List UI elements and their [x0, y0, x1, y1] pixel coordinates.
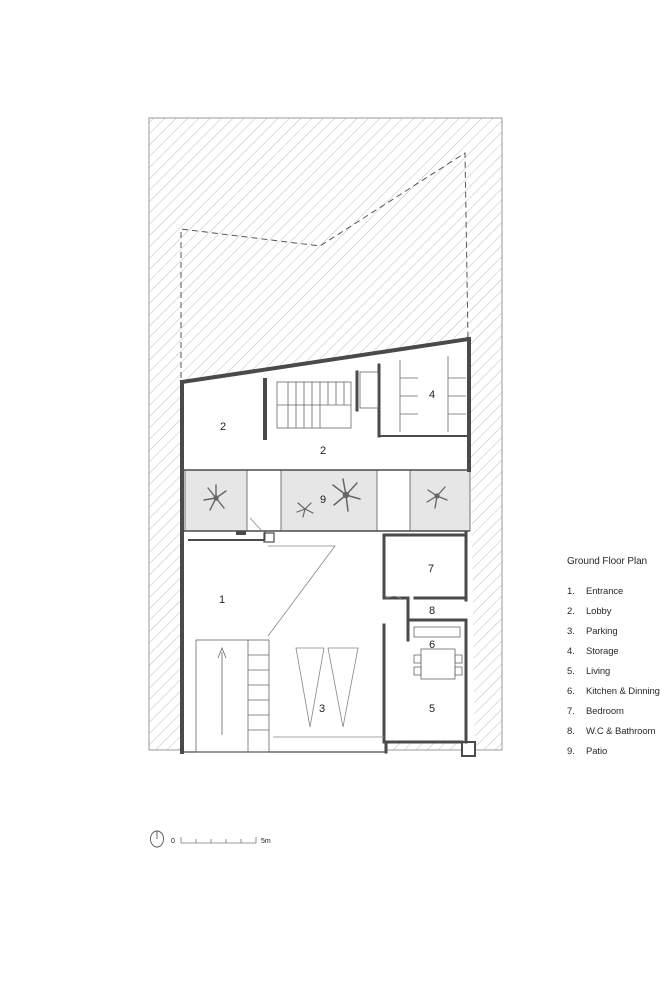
legend-item-label: Living — [586, 666, 611, 677]
room-label-lobby-west: 2 — [220, 421, 227, 433]
room-label-bedroom: 7 — [428, 563, 435, 575]
room-label-entrance: 1 — [219, 594, 226, 606]
legend-item — [567, 686, 667, 706]
room-label-parking: 3 — [319, 703, 326, 715]
room-label-storage: 4 — [429, 389, 436, 401]
scale-bar — [181, 837, 256, 843]
legend-item — [567, 746, 667, 766]
legend-item-label: Parking — [586, 626, 618, 637]
legend-item-number: 8. — [567, 726, 575, 737]
legend-item-number: 9. — [567, 746, 575, 757]
room-label-bathroom: 8 — [429, 605, 436, 617]
legend-item — [567, 726, 667, 746]
room-label-kitchen: 6 — [429, 639, 436, 651]
legend — [567, 556, 667, 766]
legend-item — [567, 646, 667, 666]
room-label-living: 5 — [429, 703, 436, 715]
patio-east — [410, 470, 470, 531]
legend-item-number: 5. — [567, 666, 575, 677]
scale-start-label: 0 — [171, 838, 175, 845]
legend-item-label: Bedroom — [586, 706, 624, 717]
legend-item-number: 6. — [567, 686, 575, 697]
legend-item — [567, 606, 667, 626]
room-label-patio: 9 — [320, 494, 327, 506]
legend-item-number: 1. — [567, 586, 575, 597]
legend-item — [567, 666, 667, 686]
legend-item — [567, 706, 667, 726]
legend-item — [567, 586, 667, 606]
legend-item-number: 7. — [567, 706, 575, 717]
building-footprint — [182, 339, 475, 756]
north-arrow-icon — [151, 831, 164, 847]
legend-item-label: Entrance — [586, 586, 624, 597]
legend-item-number: 3. — [567, 626, 575, 637]
legend-item-number: 2. — [567, 606, 575, 617]
legend-item-label: Patio — [586, 746, 608, 757]
legend-title: Ground Floor Plan — [567, 556, 648, 567]
legend-item-number: 4. — [567, 646, 575, 657]
legend-item-label: W.C & Bathroom — [586, 726, 656, 737]
legend-item-label: Lobby — [586, 606, 612, 617]
legend-item-label: Kitchen & Dinning — [586, 686, 660, 697]
column — [236, 531, 246, 535]
legend-item-label: Storage — [586, 646, 619, 657]
room-label-lobby-center: 2 — [320, 445, 327, 457]
legend-item — [567, 626, 667, 646]
scale-end-label: 5m — [261, 838, 271, 845]
legend-list — [567, 586, 667, 766]
patio-center — [281, 470, 377, 531]
